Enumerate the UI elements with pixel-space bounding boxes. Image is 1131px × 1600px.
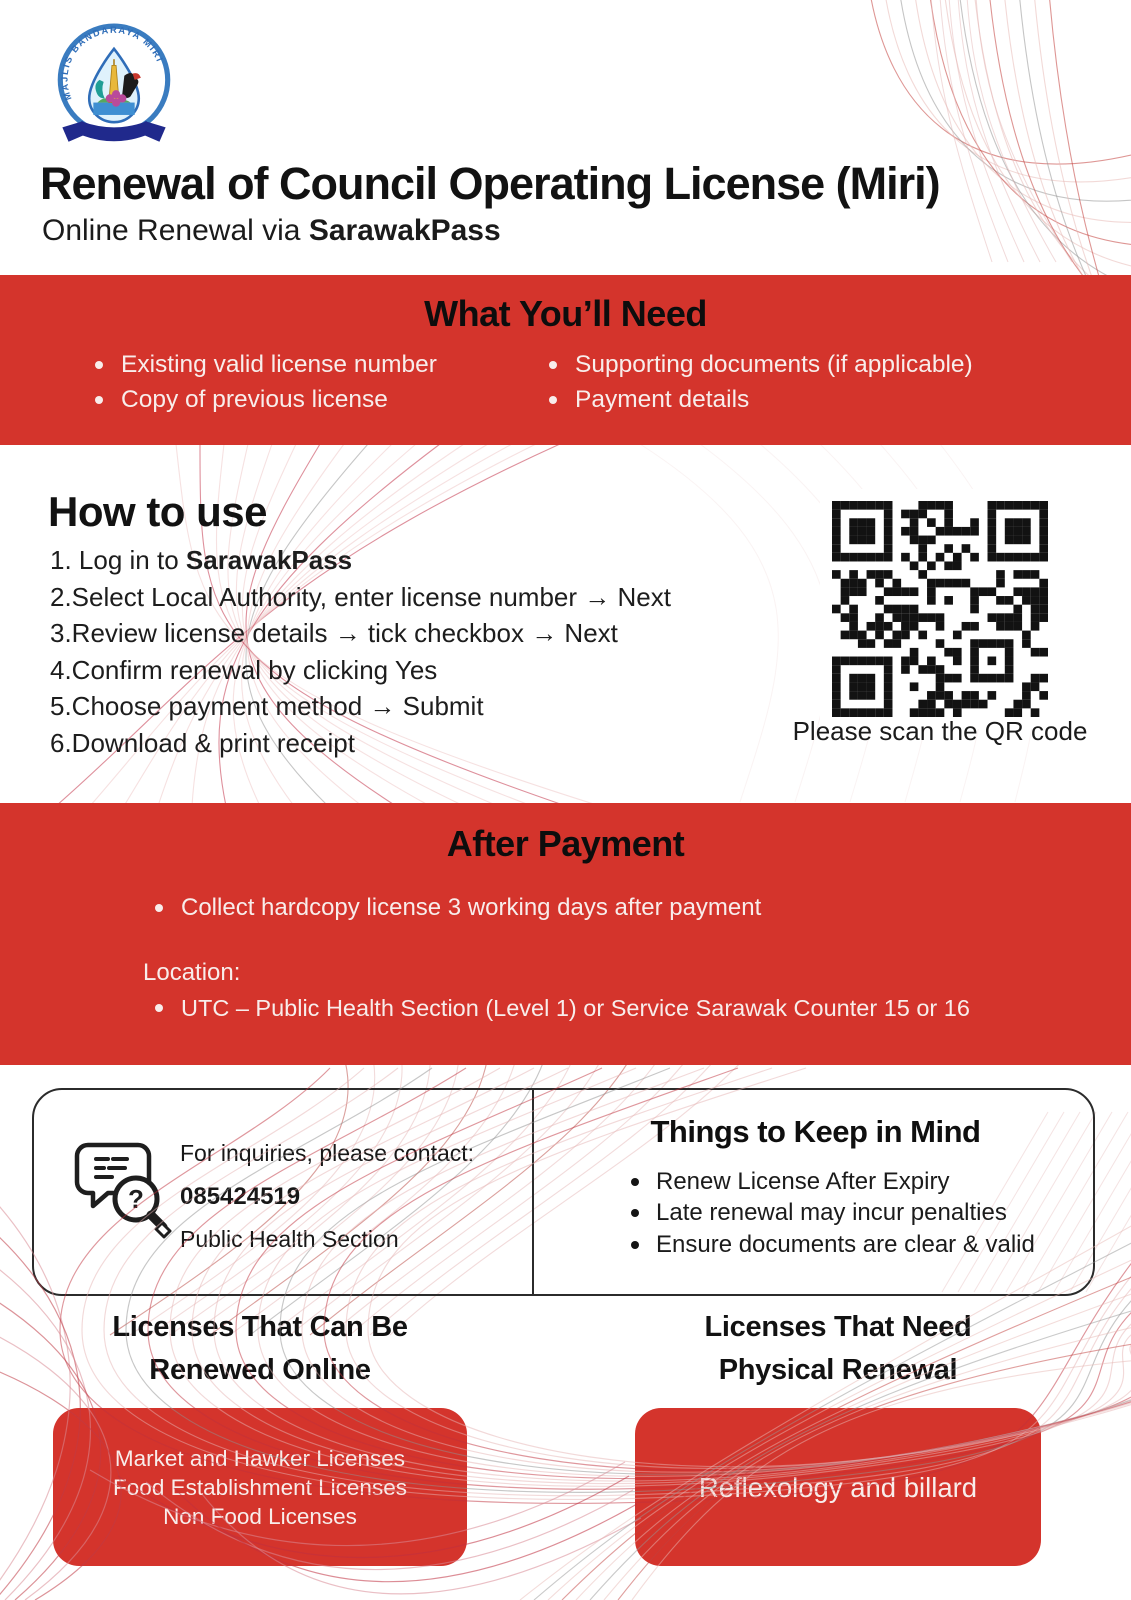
what-you-need-column-1 bbox=[95, 347, 437, 417]
contact-details bbox=[180, 1132, 474, 1261]
online-heading-line1: Licenses That Can Be bbox=[112, 1311, 408, 1343]
how-to-use-step: 4.Confirm renewal by clicking Yes bbox=[50, 654, 438, 685]
how-to-use-step: 3.Review license details → tick checkbox → Next bbox=[50, 618, 618, 649]
bullet-text: UTC – Public Health Section (Level 1) or Service Sarawak Counter 15 or 16 bbox=[181, 994, 970, 1021]
bullet-dot bbox=[155, 1004, 163, 1012]
what-you-need-item bbox=[95, 347, 437, 382]
contact-line1: For inquiries, please contact: bbox=[180, 1140, 475, 1166]
logo-ring-text: MAJLIS BANDARAYA MIRI bbox=[59, 24, 166, 102]
online-heading-line2: Renewed Online bbox=[149, 1354, 371, 1386]
bullet-text: Ensure documents are clear & valid bbox=[656, 1230, 1035, 1258]
online-licenses-heading bbox=[30, 1306, 490, 1392]
bullet-text: Supporting documents (if applicable) bbox=[575, 350, 973, 378]
bullet-text: Copy of previous license bbox=[121, 385, 388, 413]
bullet-dot bbox=[549, 361, 557, 369]
what-you-need-item bbox=[549, 347, 973, 382]
after-payment-item bbox=[155, 891, 761, 925]
bullet-dot bbox=[155, 904, 163, 912]
physical-license-item: Reflexology and billard bbox=[698, 1471, 978, 1503]
physical-licenses-card bbox=[635, 1408, 1041, 1566]
what-you-need-column-2 bbox=[549, 347, 973, 417]
what-you-need-heading: What You’ll Need bbox=[424, 293, 707, 334]
location-label: Location: bbox=[143, 959, 241, 986]
info-box bbox=[32, 1088, 1095, 1296]
page-subtitle bbox=[42, 212, 501, 249]
how-to-use-steps bbox=[50, 542, 770, 762]
svg-text:?: ? bbox=[128, 1184, 144, 1214]
qr-code bbox=[820, 489, 1060, 729]
how-to-use-step: 2.Select Local Authority, enter license number → Next bbox=[50, 581, 671, 612]
online-licenses-card bbox=[53, 1408, 467, 1566]
what-you-need-banner bbox=[0, 275, 1131, 445]
reminders-list bbox=[631, 1166, 1035, 1261]
online-license-item: Non Food Licenses bbox=[163, 1503, 357, 1529]
after-payment-bullets bbox=[155, 891, 761, 925]
reminders-section bbox=[534, 1090, 1097, 1294]
physical-heading-line1: Licenses That Need bbox=[704, 1311, 972, 1343]
contact-phone: 085424519 bbox=[180, 1183, 301, 1210]
bullet-text: Payment details bbox=[575, 385, 750, 413]
bullet-text: Renew License After Expiry bbox=[656, 1167, 950, 1195]
bullet-dot bbox=[95, 396, 103, 404]
how-to-use-step: 1. Log in to SarawakPass bbox=[50, 545, 353, 575]
inquiry-chat-magnifier-icon bbox=[70, 1134, 180, 1246]
what-you-need-item bbox=[95, 382, 437, 417]
council-logo bbox=[52, 22, 176, 148]
online-license-item: Market and Hawker Licenses bbox=[114, 1445, 406, 1471]
physical-heading-line2: Physical Renewal bbox=[718, 1354, 958, 1386]
after-payment-heading: After Payment bbox=[446, 823, 685, 864]
how-to-use-step: 5.Choose payment method → Submit bbox=[50, 691, 484, 722]
qr-caption: Please scan the QR code bbox=[792, 716, 1088, 746]
location-bullets bbox=[155, 991, 970, 1025]
contact-department: Public Health Section bbox=[180, 1226, 399, 1252]
bullet-dot bbox=[95, 361, 103, 369]
bullet-dot bbox=[631, 1209, 639, 1217]
physical-licenses-heading bbox=[608, 1306, 1068, 1392]
reminder-item bbox=[631, 1166, 1035, 1198]
location-item bbox=[155, 991, 970, 1025]
reminder-item bbox=[631, 1198, 1035, 1230]
bullet-text: Existing valid license number bbox=[121, 350, 437, 378]
online-license-item: Food Establishment Licenses bbox=[113, 1474, 407, 1500]
bullet-text: Collect hardcopy license 3 working days after payment bbox=[181, 894, 762, 921]
how-to-use-step: 6.Download & print receipt bbox=[50, 727, 355, 758]
reminders-heading: Things to Keep in Mind bbox=[650, 1114, 981, 1149]
bullet-dot bbox=[631, 1241, 639, 1249]
reminder-item bbox=[631, 1229, 1035, 1261]
page-title: Renewal of Council Operating License (Miri) bbox=[40, 158, 940, 209]
subtitle-brand: SarawakPass bbox=[308, 214, 501, 247]
bullet-dot bbox=[549, 396, 557, 404]
bullet-dot bbox=[631, 1178, 639, 1186]
bullet-text: Late renewal may incur penalties bbox=[656, 1199, 1007, 1227]
subtitle-prefix: Online Renewal via bbox=[42, 214, 309, 247]
what-you-need-item bbox=[549, 382, 973, 417]
after-payment-banner bbox=[0, 803, 1131, 1065]
how-to-use-heading: How to use bbox=[48, 488, 268, 535]
